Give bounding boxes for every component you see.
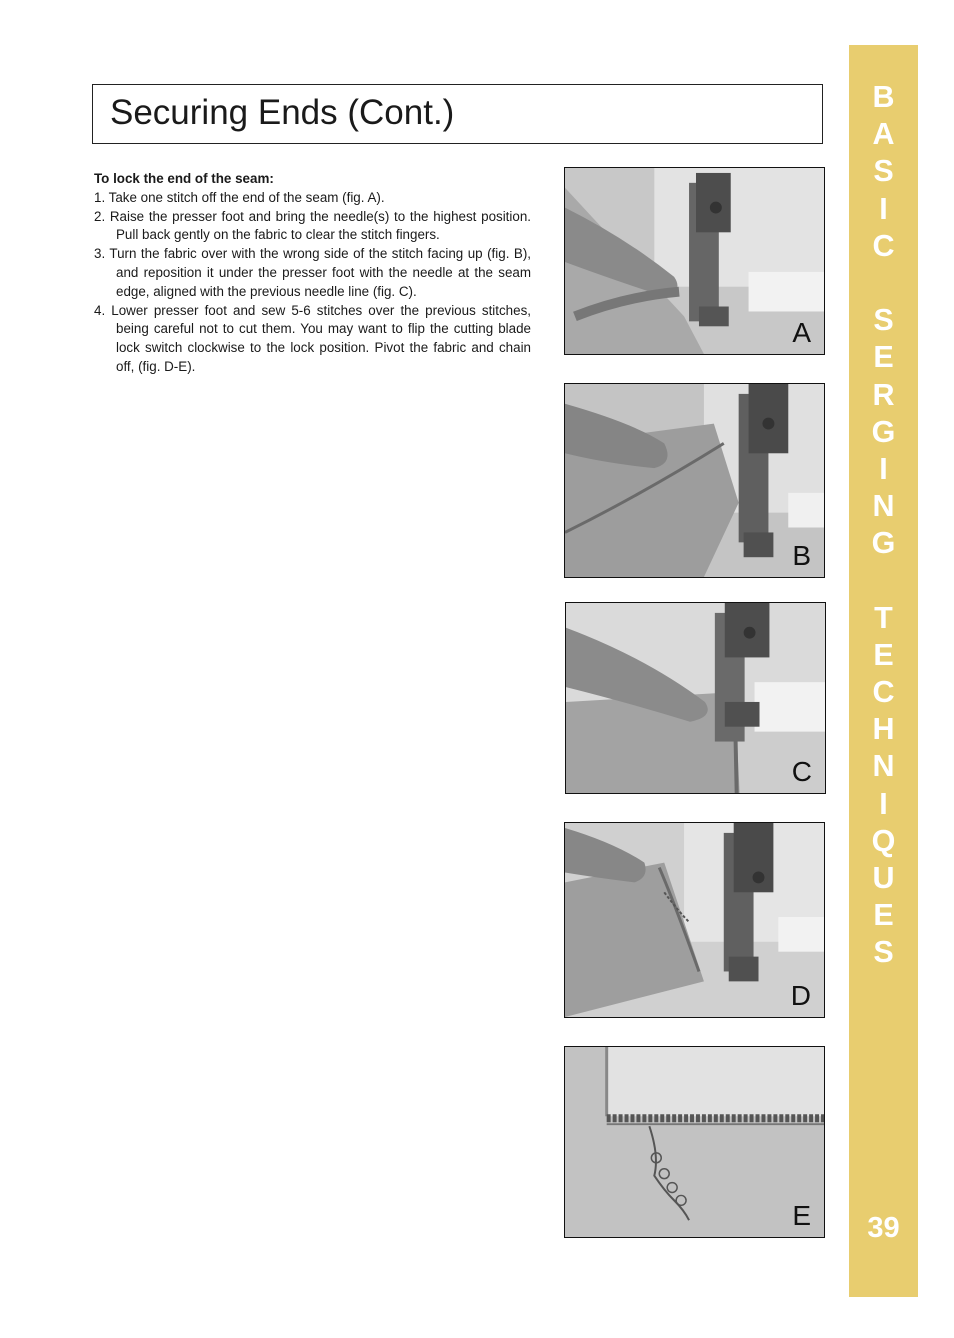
page-number: 39 <box>867 1212 900 1244</box>
figure-b-photo <box>565 384 824 577</box>
figure-d-label: D <box>790 980 811 1011</box>
sidebar-letter: S <box>873 935 894 970</box>
figure-c <box>565 602 826 794</box>
sidebar-letter: E <box>873 340 894 375</box>
sidebar-letter: G <box>871 526 896 561</box>
figure-e <box>564 1046 825 1238</box>
instruction-step: 3. Turn the fabric over with the wrong side of the stitch facing up (fig. B), and reposition it under the presser foot with the needle at the seam edge, aligned with the previous needle line (fig. C). <box>94 246 531 299</box>
figure-b <box>564 383 825 578</box>
instruction-step: 2. Raise the presser foot and bring the needle(s) to the highest position. Pull back gently on the fabric to clear the stitch fingers. <box>94 208 531 243</box>
figure-c-label: C <box>791 756 812 787</box>
instruction-steps <box>94 189 531 377</box>
sidebar-letter: H <box>872 712 895 747</box>
sidebar-letter: E <box>873 637 894 672</box>
sidebar-letter: Q <box>871 823 896 858</box>
sidebar-letter: U <box>872 860 895 895</box>
sidebar-letter: N <box>872 749 895 784</box>
sidebar-letter: B <box>872 80 895 114</box>
figure-b-label: B <box>792 540 811 571</box>
sidebar-letter: I <box>879 786 888 821</box>
instruction-step: 1. Take one stitch off the end of the seam (fig. A). <box>94 189 385 205</box>
instruction-step: 4. Lower presser foot and sew 5-6 stitches over the previous stitches, being careful not to cut them. You may want to flip the cutting blade lock switch clockwise to the lock position. Pivot the fabric and chain off, (fig. D-E). <box>94 302 531 374</box>
sidebar-letter: E <box>873 898 894 933</box>
instructions <box>94 170 531 377</box>
sidebar-letter: C <box>872 675 895 709</box>
figure-e-photo <box>565 1047 824 1237</box>
sidebar-letter: S <box>873 154 894 189</box>
sidebar-letter: G <box>871 414 896 449</box>
figure-d <box>564 822 825 1018</box>
instructions-heading: To lock the end of the seam: <box>94 171 274 186</box>
sidebar-letter: S <box>873 303 894 338</box>
section-sidebar <box>849 45 918 1297</box>
figure-d-photo <box>565 823 824 1017</box>
sidebar-letter: N <box>872 489 895 524</box>
sidebar-letter: I <box>879 451 888 486</box>
sidebar-letter <box>849 265 918 302</box>
sidebar-letter: T <box>874 600 893 635</box>
sidebar-letter: C <box>872 228 895 263</box>
sidebar-letter: I <box>879 191 888 226</box>
figure-c-photo <box>566 603 825 793</box>
figure-a <box>564 167 825 355</box>
page-title: Securing Ends (Cont.) <box>110 93 455 132</box>
figure-e-label: E <box>792 1200 811 1231</box>
sidebar-letter: A <box>872 117 895 152</box>
sidebar-letter <box>849 562 918 599</box>
sidebar-letter: R <box>872 377 895 412</box>
figure-a-label: A <box>792 317 811 348</box>
title-box <box>92 84 823 144</box>
figure-a-photo <box>565 168 824 354</box>
sidebar-section-title <box>849 79 918 972</box>
